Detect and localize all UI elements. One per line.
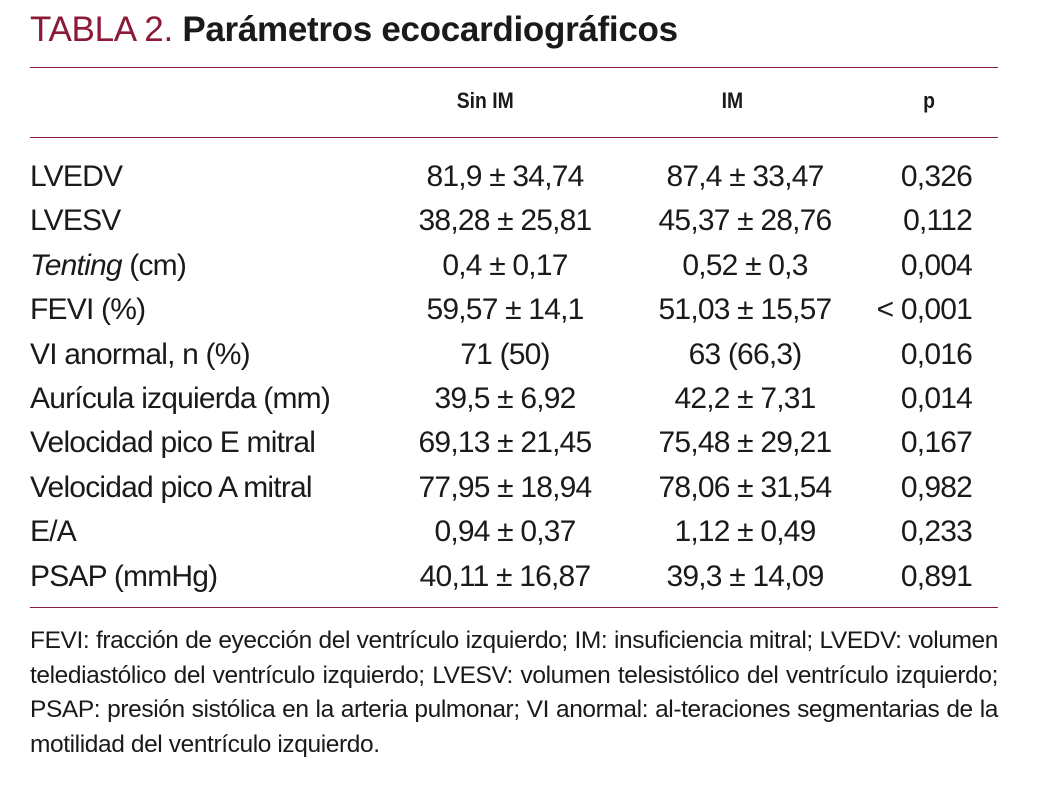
header-rule	[30, 137, 998, 138]
row-label	[30, 555, 217, 599]
row-label-text: Velocidad pico A mitral	[30, 470, 312, 504]
cell-p-value: 0,982	[900, 470, 972, 504]
cell-im: 1,12 ± 0,49	[674, 515, 816, 549]
row-label-text: PSAP (mmHg)	[30, 559, 218, 593]
cell-sin-im: 77,95 ± 18,94	[418, 470, 592, 504]
table-row	[0, 155, 1037, 199]
row-label-text: LVESV	[30, 204, 121, 238]
cell-sin-im: 69,13 ± 21,45	[418, 426, 592, 460]
cell-p-value: < 0,001	[876, 293, 972, 327]
table-row	[0, 244, 1037, 288]
column-header-sin-im: Sin IM	[456, 88, 514, 113]
cell-p-value: 0,233	[900, 515, 972, 549]
cell-p-value: 0,014	[900, 381, 972, 415]
cell-sin-im: 38,28 ± 25,81	[418, 204, 592, 238]
row-label-unit: (cm)	[121, 248, 187, 282]
cell-im: 42,2 ± 7,31	[674, 381, 816, 415]
row-label	[30, 155, 122, 199]
cell-p-value: 0,326	[900, 160, 972, 193]
row-label	[30, 288, 145, 332]
table-row	[0, 466, 1037, 510]
row-label-text: VI anormal, n (%)	[30, 337, 250, 371]
row-label-italic: Tenting	[30, 248, 122, 282]
cell-im: 0,52 ± 0,3	[682, 248, 808, 282]
top-rule	[30, 67, 998, 68]
bottom-rule	[30, 607, 998, 608]
row-label	[30, 377, 330, 421]
cell-sin-im: 0,94 ± 0,37	[434, 515, 576, 549]
cell-p-value: 0,016	[900, 337, 972, 371]
cell-sin-im: 40,11 ± 16,87	[419, 559, 591, 593]
row-label-text: E/A	[30, 515, 76, 549]
table-row	[0, 199, 1037, 243]
row-label	[30, 333, 250, 377]
cell-sin-im: 71 (50)	[460, 337, 550, 371]
cell-im: 45,37 ± 28,76	[658, 204, 832, 238]
cell-im: 39,3 ± 14,09	[666, 559, 824, 593]
row-label	[30, 466, 312, 510]
cell-im: 75,48 ± 29,21	[658, 426, 832, 460]
table-title-text: Parámetros ecocardiográficos	[182, 10, 678, 49]
cell-im: 63 (66,3)	[688, 337, 802, 371]
table-title	[30, 8, 678, 52]
row-label	[30, 421, 315, 465]
row-label-text: LVEDV	[30, 160, 123, 193]
cell-sin-im: 59,57 ± 14,1	[426, 293, 584, 327]
row-label	[30, 244, 186, 288]
cell-p-value: 0,004	[900, 248, 972, 282]
table-body	[0, 155, 1037, 599]
table-row	[0, 421, 1037, 465]
cell-sin-im: 39,5 ± 6,92	[434, 381, 576, 415]
cell-p-value: 0,891	[900, 559, 972, 593]
table-footnote: FEVI: fracción de eyección del ventrículo izquierdo; IM: insuficiencia mitral; LVEDV: volumen telediastólico del ventrículo izquierdo; LVESV: volumen telesistólico del ventrículo izquierdo; PSAP: presión sistólica en la arteria pulmonar; VI anormal: al-teraciones segmentarias de la motilidad del ventrículo izquierdo.	[30, 627, 998, 758]
cell-sin-im: 81,9 ± 34,74	[426, 160, 584, 193]
row-label	[30, 510, 76, 554]
table-row	[0, 333, 1037, 377]
cell-sin-im: 0,4 ± 0,17	[442, 248, 568, 282]
cell-p-value: 0,167	[900, 426, 972, 460]
table-row	[0, 377, 1037, 421]
table-row	[0, 288, 1037, 332]
table-row	[0, 555, 1037, 599]
cell-im: 87,4 ± 33,47	[666, 160, 824, 193]
column-header-p: p	[923, 88, 935, 113]
row-label-text: Aurícula izquierda (mm)	[30, 381, 331, 415]
table-number-label: TABLA 2.	[30, 10, 173, 49]
table-row	[0, 510, 1037, 554]
row-label-text: FEVI (%)	[30, 293, 146, 327]
table-header-row	[0, 88, 935, 122]
cell-p-value: 0,112	[903, 204, 972, 238]
column-header-im: IM	[721, 88, 744, 113]
row-label-text: Velocidad pico E mitral	[30, 426, 316, 460]
cell-im: 78,06 ± 31,54	[658, 470, 832, 504]
row-label	[30, 199, 121, 243]
cell-im: 51,03 ± 15,57	[658, 293, 832, 327]
